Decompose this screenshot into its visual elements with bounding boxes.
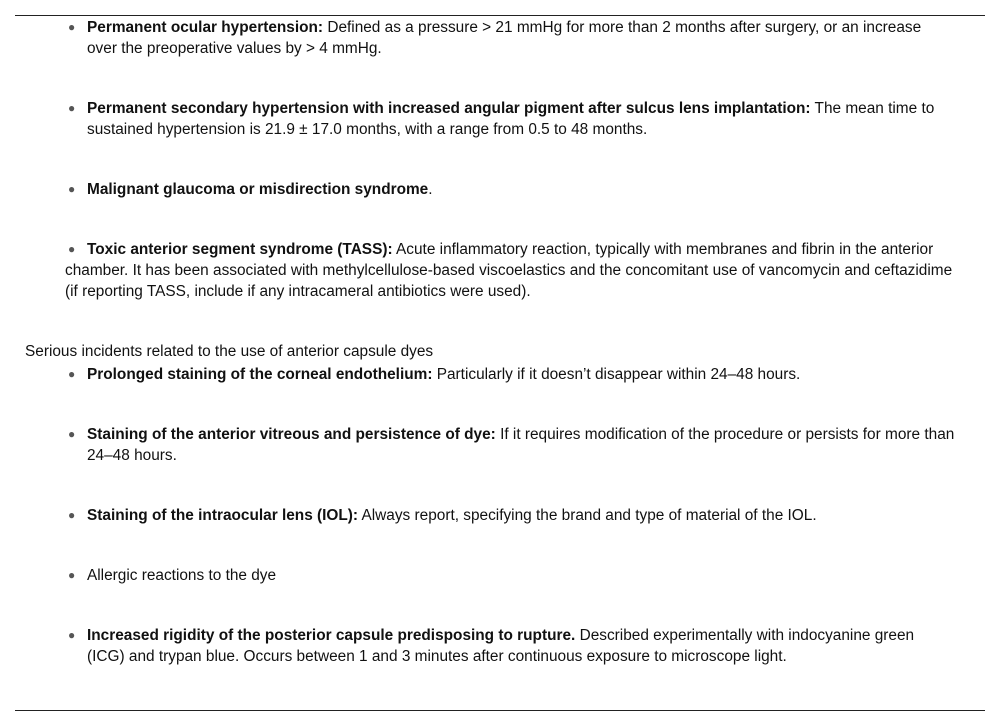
list-item-corneal-staining — [65, 364, 955, 385]
list-item-text — [65, 565, 955, 586]
bullet-icon: ● — [68, 427, 76, 441]
bullet-icon: ● — [68, 182, 76, 196]
list-item-body: Allergic reactions to the dye — [87, 567, 277, 584]
list-item-ocular-hypertension — [65, 17, 955, 59]
list-item-iol-staining — [65, 505, 955, 526]
bullet-icon: ● — [68, 101, 76, 115]
bullet-icon: ● — [68, 242, 76, 256]
bullet-icon: ● — [68, 367, 76, 381]
list-item-body: Acute inflammatory reaction, typically with membranes and fibrin in the anterior chamber. It has been associated with methylcellulose-based viscoelastics and the concomitant use of vancomycin and ceftazidime (if reporting TASS, include if any intracameral antibiotics were used). — [65, 241, 953, 300]
section-heading-dyes: Serious incidents related to the use of anterior capsule dyes — [25, 343, 434, 360]
list-item-lead: Prolonged staining of the corneal endothelium: — [87, 366, 433, 383]
list-item-body: Defined as a pressure > 21 mmHg for more than 2 months after surgery, or an increase over the preoperative values by > 4 mmHg. — [87, 19, 922, 57]
list-item-allergic-reactions — [65, 565, 955, 586]
list-item-body: If it requires modification of the procedure or persists for more than 24–48 hours. — [87, 426, 955, 464]
list-item-tass — [65, 239, 955, 302]
list-item-lead: Permanent secondary hypertension with increased angular pigment after sulcus lens implantation: — [87, 100, 811, 117]
list-item-text — [65, 625, 955, 667]
list-item-malignant-glaucoma — [65, 179, 955, 200]
list-item-lead: Malignant glaucoma or misdirection syndrome — [87, 181, 429, 198]
bullet-icon: ● — [68, 20, 76, 34]
list-item-lead: Toxic anterior segment syndrome (TASS): — [87, 241, 393, 258]
bullet-icon: ● — [68, 508, 76, 522]
top-rule — [15, 15, 985, 16]
list-item-text — [65, 98, 955, 140]
list-item-text — [65, 424, 955, 466]
bottom-rule — [15, 710, 985, 711]
list-item-text — [65, 179, 955, 200]
list-item-body: The mean time to sustained hypertension is 21.9 ± 17.0 months, with a range from 0.5 to 48 months. — [87, 100, 935, 138]
list-item-text — [65, 505, 955, 526]
list-item-vitreous-staining — [65, 424, 955, 466]
list-item-body: Always report, specifying the brand and type of material of the IOL. — [358, 507, 817, 524]
bullet-icon: ● — [68, 628, 76, 642]
list-item-body: . — [428, 181, 433, 198]
list-item-capsule-rigidity — [65, 625, 955, 667]
list-item-body: Particularly if it doesn’t disappear within 24–48 hours. — [432, 366, 801, 383]
list-item-secondary-hypertension — [65, 98, 955, 140]
bullet-icon: ● — [68, 568, 76, 582]
list-item-body: Described experimentally with indocyanine green (ICG) and trypan blue. Occurs between 1 and 3 minutes after continuous exposure to microscope light. — [87, 627, 915, 665]
list-item-lead: Staining of the anterior vitreous and persistence of dye: — [87, 426, 496, 443]
list-item-text — [65, 239, 955, 302]
list-item-lead: Increased rigidity of the posterior capsule predisposing to rupture. — [87, 627, 576, 644]
list-item-text — [65, 17, 955, 59]
list-item-text — [65, 364, 955, 385]
list-item-lead: Permanent ocular hypertension: — [87, 19, 324, 36]
list-item-lead: Staining of the intraocular lens (IOL): — [87, 507, 359, 524]
